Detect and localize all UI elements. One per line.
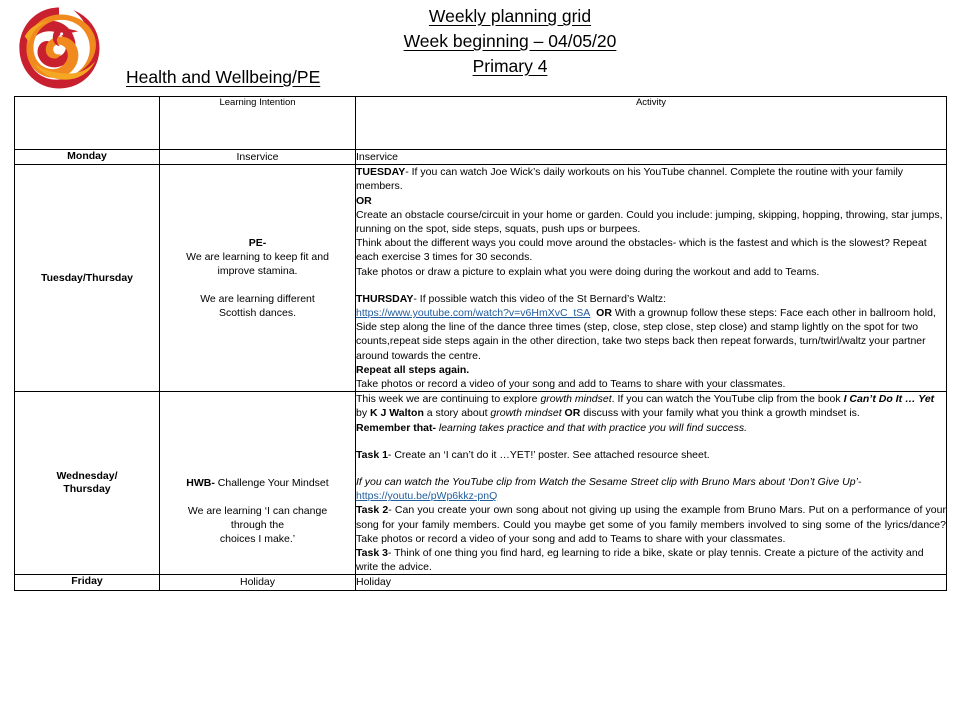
task-3-paragraph <box>356 546 946 574</box>
thursday-intro-paragraph <box>356 292 946 306</box>
table-row-friday <box>15 575 947 590</box>
task-1-label: Task 1 <box>356 448 388 461</box>
gm-text-b: . If you can watch the YouTube clip from the book <box>611 393 844 406</box>
planning-grid-table <box>14 96 947 591</box>
li-line-4: Scottish dances. <box>218 307 297 320</box>
tuesday-body-3: Take photos or draw a picture to explain what you were doing during the workout and add to Teams. <box>356 265 820 278</box>
activity-tuesday-thursday <box>356 165 947 392</box>
column-header-day <box>15 97 160 150</box>
spacer <box>160 490 355 504</box>
task-2-paragraph <box>356 503 946 546</box>
or-label-tuesday: OR <box>356 194 372 207</box>
day-label-line-1: Wednesday/ <box>56 470 118 483</box>
bruno-mars-video-link[interactable]: https://youtu.be/pWp6kkz-pnQ <box>356 490 498 503</box>
day-label-tuesday-thursday: Tuesday/Thursday <box>15 165 160 392</box>
gm-text-a: This week we are continuing to explore <box>356 393 541 406</box>
tuesday-body-2: Think about the different ways you could move around the obstacles- which is the fastest and which is the slowest? Repeat each exercise 3 times for 30 seconds. <box>356 237 927 264</box>
column-header-learning-intention: Learning Intention <box>160 97 356 150</box>
task-2-label: Task 2 <box>356 504 389 517</box>
learning-intention-monday: Inservice <box>160 150 356 165</box>
hwb-heading <box>160 476 355 490</box>
gm-text-e: discuss with your family what you think a growth mindset is. <box>580 407 860 420</box>
page-title-line2: Week beginning – 04/05/20 <box>403 31 617 51</box>
task-2-text: - Can you create your own song about not giving up using the example from Bruno Mars. Put on a performance of your song for your family members. Could you maybe get some of you family members involved to sing some of the lyrics/dance? Take photos or record a video of your song and add to Teams to share with your classmates. <box>356 504 946 545</box>
activity-wednesday-thursday <box>356 392 947 575</box>
thursday-steps-paragraph <box>356 306 946 363</box>
or-label-thursday: OR <box>596 307 612 320</box>
spacer <box>356 462 946 475</box>
task-1-text: - Create an ‘I can’t do it …YET!’ poster. See attached resource sheet. <box>387 448 710 461</box>
activity-friday: Holiday <box>356 575 947 590</box>
day-label-wednesday-thursday <box>15 392 160 575</box>
table-row-monday <box>15 150 947 165</box>
tuesday-intro-text: - If you can watch Joe Wick’s daily workouts on his YouTube channel. Complete the routine with your family members. <box>356 166 904 193</box>
remember-label: Remember that- <box>356 421 439 434</box>
st-bernards-waltz-video-link[interactable]: https://www.youtube.com/watch?v=v6HmXvC_tSA <box>356 307 591 320</box>
subject-title: Health and Wellbeing/PE <box>126 67 321 87</box>
tuesday-label: TUESDAY <box>356 166 406 179</box>
task-1-paragraph <box>356 448 946 462</box>
spacer <box>356 279 946 292</box>
book-author: K J Walton <box>370 407 424 420</box>
li-line-3: We are learning different <box>200 293 315 306</box>
day-label-line-2: Thursday <box>63 483 111 496</box>
gm-text-d: a story about <box>423 407 491 420</box>
hwb-label: HWB- <box>186 477 215 490</box>
task-3-text: - Think of one thing you find hard, eg learning to ride a bike, skate or play tennis. Create a picture of the activity and write the advice. <box>356 547 924 574</box>
thursday-body-2: Take photos or record a video of your song and add to Teams to share with your classmates. <box>356 378 786 391</box>
growth-mindset-paragraph <box>356 392 946 420</box>
table-row-wednesday-thursday <box>15 392 947 575</box>
hwb-heading-text: Challenge Your Mindset <box>214 477 329 490</box>
table-row-tuesday-thursday <box>15 165 947 392</box>
tuesday-intro-paragraph <box>356 165 946 193</box>
page-title-line1: Weekly planning grid <box>428 6 592 26</box>
wed-li-line-2: through the <box>230 519 285 532</box>
activity-monday: Inservice <box>356 150 947 165</box>
phoenix-crest-logo <box>13 4 105 92</box>
table-header-row <box>15 97 947 150</box>
page-header <box>0 0 960 96</box>
day-label-friday: Friday <box>15 575 160 590</box>
li-line-1: We are learning to keep fit and <box>186 251 329 264</box>
thursday-intro-text: - If possible watch this video of the St Bernard’s Waltz: <box>413 292 667 305</box>
gm-text-c: by <box>356 407 371 420</box>
or-label-wednesday: OR <box>564 407 581 420</box>
remember-text: learning takes practice and that with practice you will find success. <box>438 421 748 434</box>
li-line-2: improve stamina. <box>217 265 298 278</box>
thursday-label: THURSDAY <box>356 292 414 305</box>
task-3-label: Task 3 <box>356 547 388 560</box>
page-title-line3: Primary 4 <box>472 56 548 76</box>
gm-term-1: growth mindset <box>540 393 612 406</box>
thursday-body-1: With a grownup follow these steps: Face each other in ballroom hold, Side step along the line of the dance three times (step, close, step close, step close) and stamp lightly on the spot for two counts,repeat side steps again in the other direction, take two steps back then repeat forwards, turn/twirl/waltz your partner around towards the centre. <box>356 307 936 362</box>
sesame-street-text: If you can watch the YouTube clip from Watch the Sesame Street clip with Bruno Mars about ‘Don’t Give Up’- <box>356 476 862 489</box>
learning-intention-friday: Holiday <box>160 575 356 590</box>
learning-intention-wednesday-thursday <box>160 392 356 575</box>
book-title: I Can’t Do It … Yet <box>843 393 935 406</box>
learning-intention-tuesday-thursday <box>160 165 356 392</box>
spacer <box>356 435 946 448</box>
sesame-street-paragraph <box>356 475 946 503</box>
remember-paragraph <box>356 421 946 435</box>
gm-term-2: growth mindset <box>490 407 562 420</box>
header-title-block <box>370 4 650 79</box>
wed-li-line-3: choices I make.’ <box>219 533 296 546</box>
li-heading-pe: PE- <box>248 237 267 250</box>
spacer <box>160 278 355 292</box>
thursday-repeat-note: Repeat all steps again. <box>356 363 470 376</box>
day-label-monday: Monday <box>15 150 160 165</box>
column-header-activity: Activity <box>356 97 947 150</box>
wed-li-line-1: We are learning ‘I can change <box>187 505 328 518</box>
tuesday-body-1: Create an obstacle course/circuit in your home or garden. Could you include: jumping, skipping, hopping, throwing, star jumps, running on the spot, side steps, squats, push ups or burpees. <box>356 208 943 236</box>
